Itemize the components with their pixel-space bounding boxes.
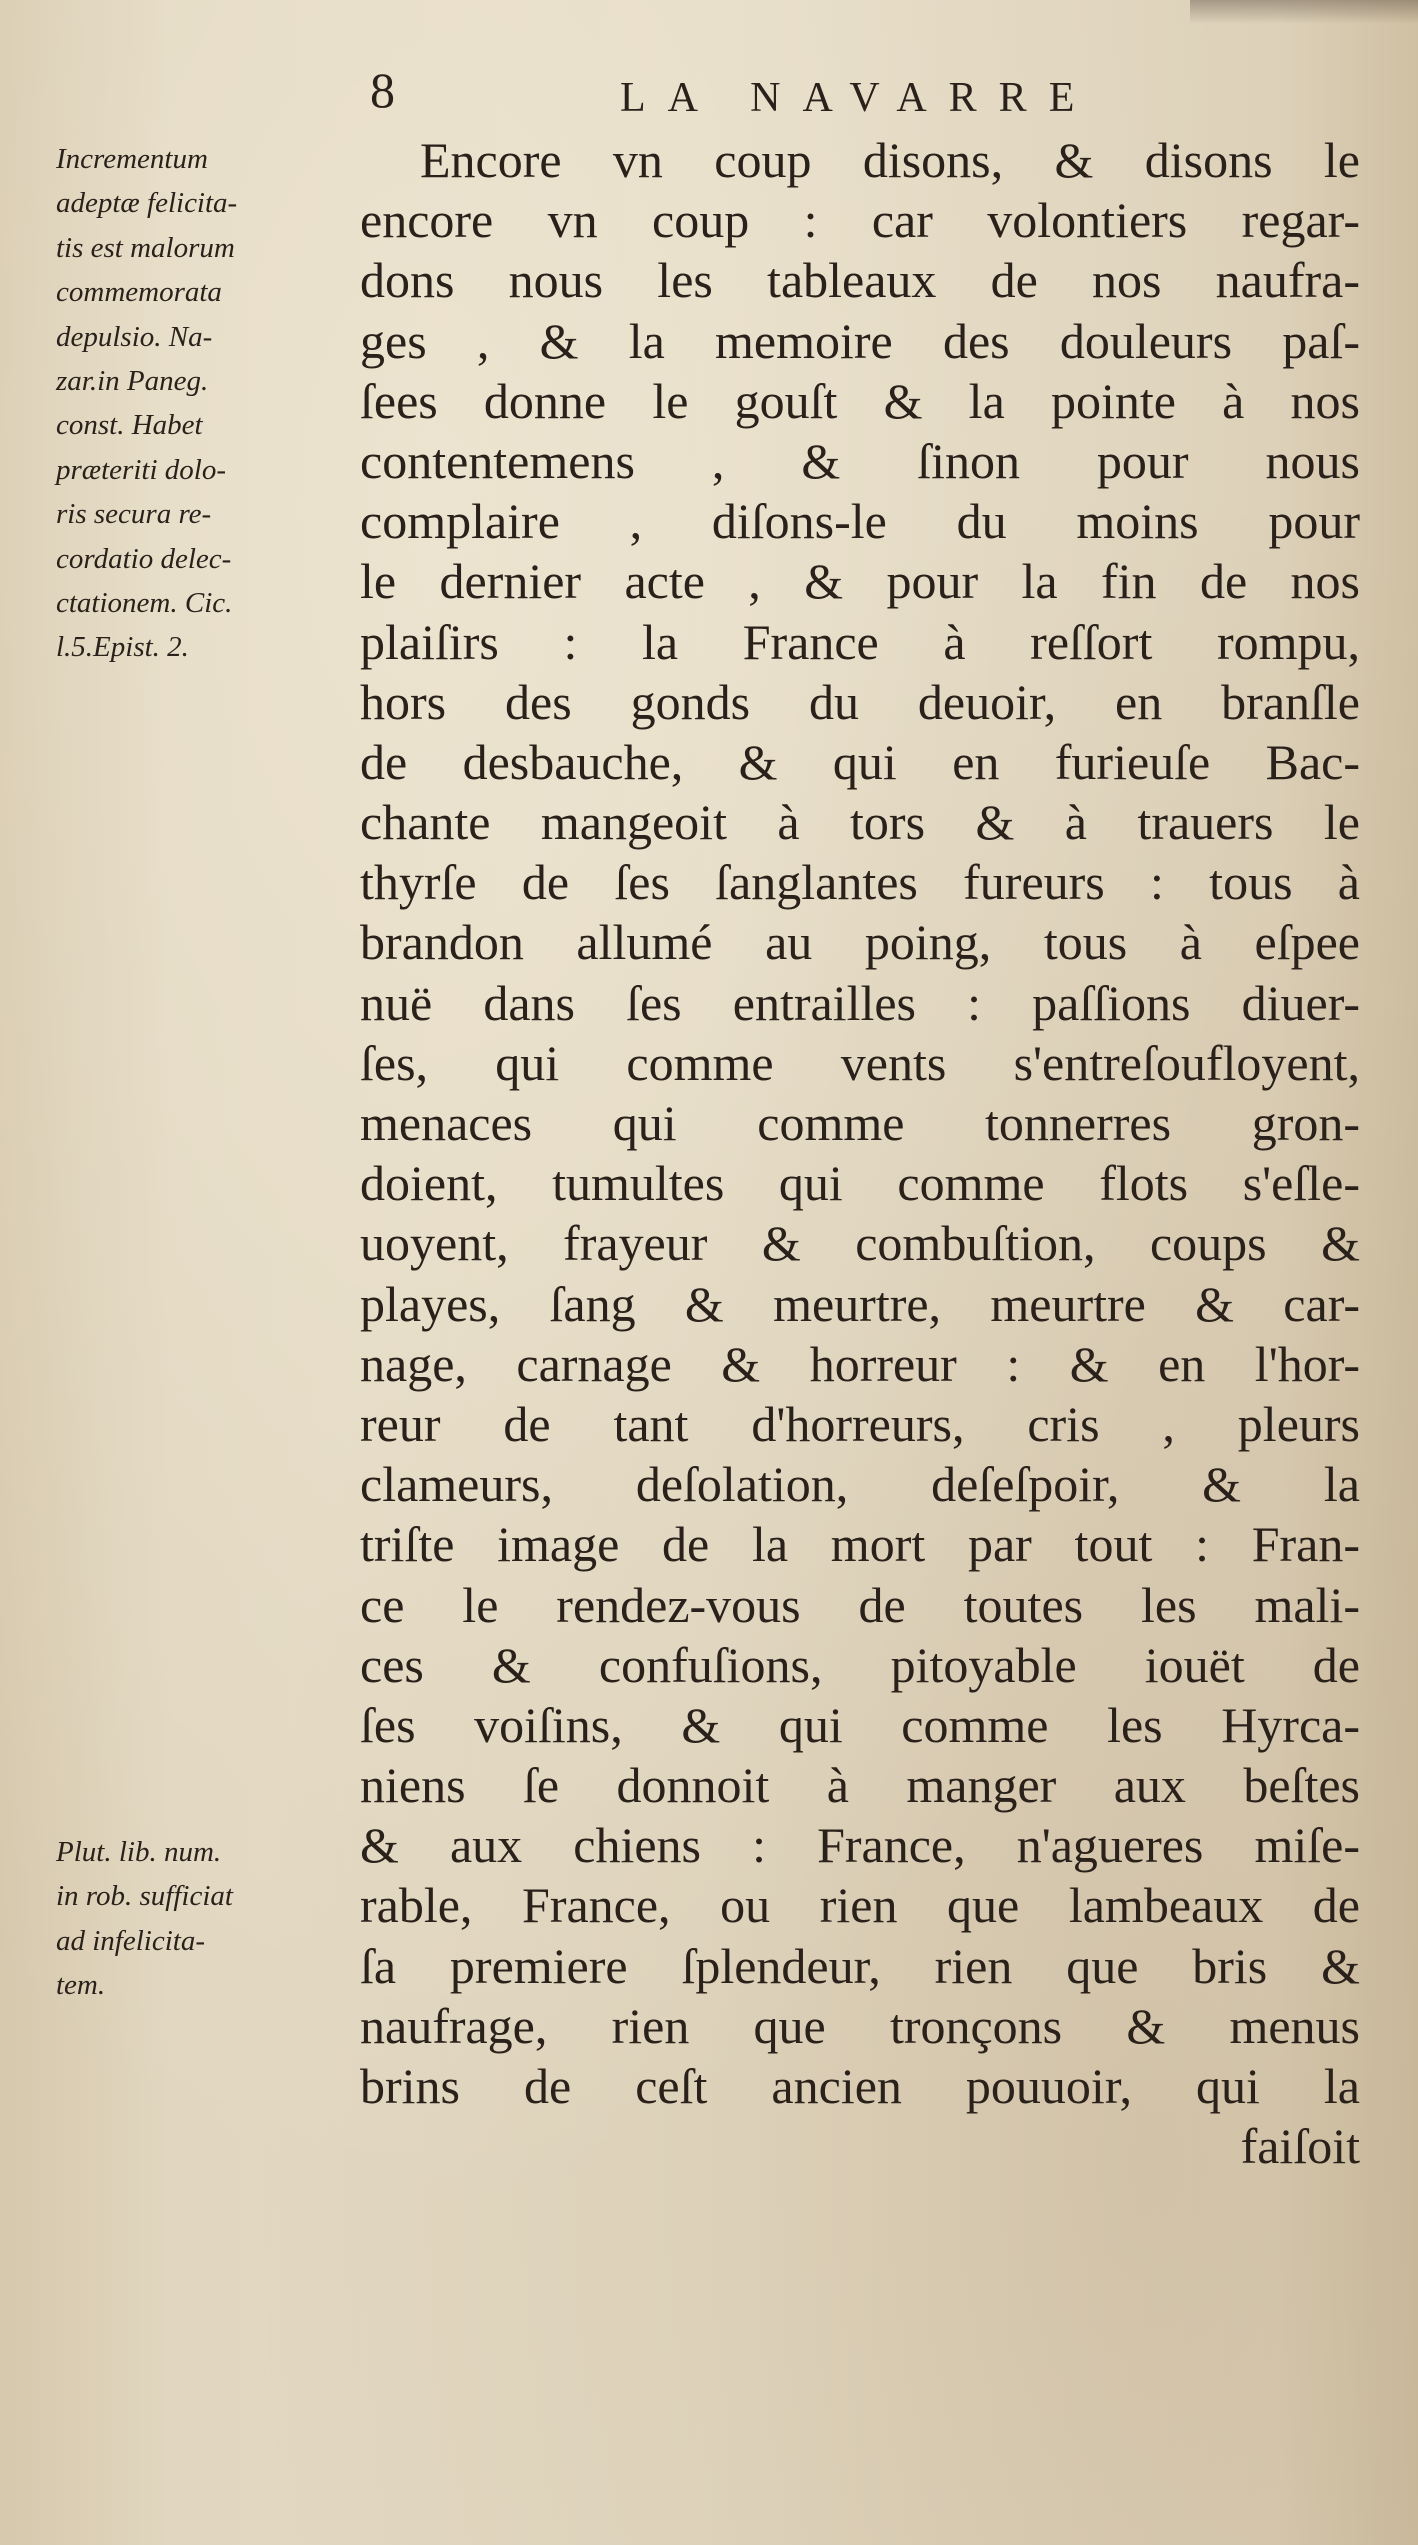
text-line: menaces qui comme tonnerres gron-: [360, 1095, 1360, 1151]
text-line: ges , & la memoire des douleurs paſ-: [360, 312, 1360, 369]
margin-note-line: cordatio delec-: [56, 542, 232, 575]
text-line: contentemens , & ſinon pour nous: [360, 432, 1360, 489]
text-line: nage, carnage & horreur : & en l'hor-: [360, 1335, 1360, 1392]
page-edge-shadow: [1190, 0, 1418, 24]
text-line: triſte image de la mort par tout : Fran-: [360, 1516, 1360, 1573]
text-line: brandon allumé au poing, tous à eſpee: [360, 914, 1360, 971]
margin-note-line: depulsio. Na-: [56, 320, 213, 353]
text-line: rable, France, ou rien que lambeaux de: [360, 1877, 1360, 1934]
text-line: hors des gonds du deuoir, en branſle: [360, 673, 1360, 730]
margin-note-line: tis est malorum: [56, 231, 235, 264]
text-line: playes, ſang & meurtre, meurtre & car-: [360, 1275, 1360, 1332]
text-line: ſes voiſins, & qui comme les Hyrca-: [360, 1696, 1360, 1753]
text-line: plaiſirs : la France à reſſort rompu,: [360, 613, 1360, 670]
text-line: brins de ceſt ancien pouuoir, qui la: [360, 2058, 1360, 2114]
text-line: ſa premiere ſplendeur, rien que bris &: [360, 1937, 1360, 1994]
page-number: 8: [370, 62, 395, 118]
margin-note-line: Incrementum: [56, 143, 208, 175]
margin-note-line: ad infelicita-: [56, 1924, 205, 1957]
text-line: niens ſe donnoit à manger aux beſtes: [360, 1757, 1360, 1814]
text-line: encore vn coup : car volontiers regar-: [360, 192, 1360, 249]
text-line: clameurs, deſolation, deſeſpoir, & la: [360, 1456, 1360, 1513]
text-line: Encore vn coup disons, & disons le: [420, 132, 1360, 188]
text-line: complaire , diſons-le du moins pour: [360, 493, 1360, 550]
margin-note-line: tem.: [56, 1969, 106, 2002]
text-line: ſees donne le gouſt & la pointe à nos: [360, 372, 1360, 429]
text-line: de desbauche, & qui en furieuſe Bac-: [360, 733, 1360, 790]
text-line: ſes, qui comme vents s'entreſoufloyent,: [360, 1034, 1360, 1091]
text-line: le dernier acte , & pour la fin de nos: [360, 553, 1360, 610]
text-line: nuë dans ſes entrailles : paſſions diuer-: [360, 974, 1360, 1031]
margin-note-line: commemorata: [56, 276, 222, 309]
margin-note-line: l.5.Epist. 2.: [56, 631, 189, 664]
margin-note-1: [56, 137, 346, 670]
text-line: doient, tumultes qui comme flots s'eſle-: [360, 1155, 1360, 1212]
margin-note-line: ctationem. Cic.: [56, 586, 233, 619]
text-line: ce le rendez-vous de toutes les mali-: [360, 1576, 1360, 1633]
margin-note-2: [56, 1830, 346, 2008]
text-line: reur de tant d'horreurs, cris , pleurs: [360, 1395, 1360, 1452]
running-head: LA NAVARRE: [620, 75, 1097, 121]
text-line: dons nous les tableaux de nos naufra-: [360, 252, 1360, 309]
catchword-line: faiſoit: [1240, 2118, 1360, 2175]
margin-note-line: adeptæ felicita-: [56, 187, 238, 220]
margin-note-line: ris secura re-: [56, 498, 212, 531]
text-line: chante mangeoit à tors & à trauers le: [360, 794, 1360, 851]
margin-note-line: const. Habet: [56, 409, 203, 442]
margin-note-line: Plut. lib. num.: [56, 1836, 222, 1868]
margin-note-line: in rob. sufficiat: [56, 1880, 233, 1913]
text-line: thyrſe de ſes ſanglantes fureurs : tous à: [360, 854, 1360, 911]
margin-note-line: præteriti dolo-: [56, 453, 226, 486]
main-text: [360, 130, 1360, 2176]
margin-note-line: zar.in Paneg.: [56, 364, 209, 397]
text-line: ces & confuſions, pitoyable iouët de: [360, 1636, 1360, 1693]
text-line: naufrage, rien que tronçons & menus: [360, 1997, 1360, 2054]
text-line: & aux chiens : France, n'agueres miſe-: [360, 1817, 1360, 1874]
text-line: uoyent, frayeur & combuſtion, coups &: [360, 1215, 1360, 1272]
page-header: [360, 60, 1360, 130]
